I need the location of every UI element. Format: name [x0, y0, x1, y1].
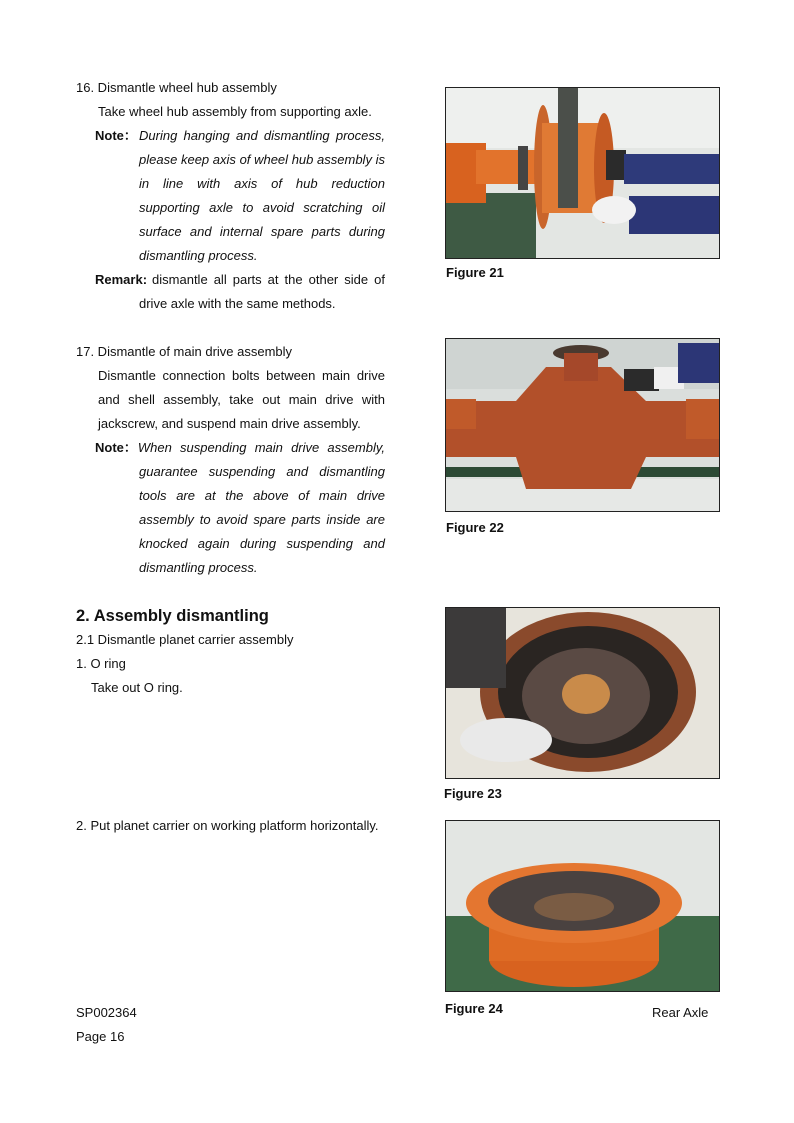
figure-23-caption: Figure 23 [444, 786, 502, 801]
step17-note-rest: guarantee suspending and dismantling tools are at the above of main drive assembly to avoid spare parts inside are knocked again during suspending and dismantling process. [139, 464, 385, 575]
step17-heading: 17. Dismantle of main drive assembly [76, 344, 293, 359]
section-title: 2. Assembly dismantling [76, 607, 269, 625]
figure-22-photo [445, 338, 720, 512]
step16-remark-second: drive axle with the same methods. [139, 296, 336, 311]
subsection-title: 2.1 Dismantle planet carrier assembly [76, 632, 294, 647]
figure-23-photo [445, 607, 720, 779]
item1-body: Take out O ring. [91, 680, 183, 695]
step16-heading: 16. Dismantle wheel hub assembly [76, 80, 277, 95]
step16-note-text: During hanging and dismantling process, please keep axis of wheel hub assembly is in line with axis of hub reduction supporting axle to avoid scratching oil surface and internal spare parts during dismantling process. [139, 128, 385, 263]
figure-21-caption: Figure 21 [446, 265, 504, 280]
step16-remark-line [95, 272, 385, 288]
step17-note-first: When suspending main drive assembly, [137, 440, 385, 455]
step16-remark-label: Remark: [95, 272, 148, 287]
step16-line1: Take wheel hub assembly from supporting axle. [98, 104, 372, 119]
figure-21-photo [445, 87, 720, 259]
step17-note-line [95, 440, 385, 456]
step17-body: Dismantle connection bolts between main drive and shell assembly, take out main drive with jackscrew, and suspend main drive assembly. [98, 368, 385, 431]
figure-24-caption: Figure 24 [445, 1001, 503, 1016]
footer-doc-id: SP002364 [76, 1005, 137, 1020]
item1-heading: 1. O ring [76, 656, 126, 671]
step17-note-label: Note： [95, 440, 137, 455]
step16-remark-first: dismantle all parts at the other side of [152, 272, 385, 287]
item2-heading: 2. Put planet carrier on working platform horizontally. [76, 818, 379, 833]
figure-22-caption: Figure 22 [446, 520, 504, 535]
figure-24-photo [445, 820, 720, 992]
footer-page-number: Page 16 [76, 1029, 125, 1044]
footer-section-name: Rear Axle [652, 1005, 709, 1020]
step16-note-label: Note： [95, 128, 137, 143]
